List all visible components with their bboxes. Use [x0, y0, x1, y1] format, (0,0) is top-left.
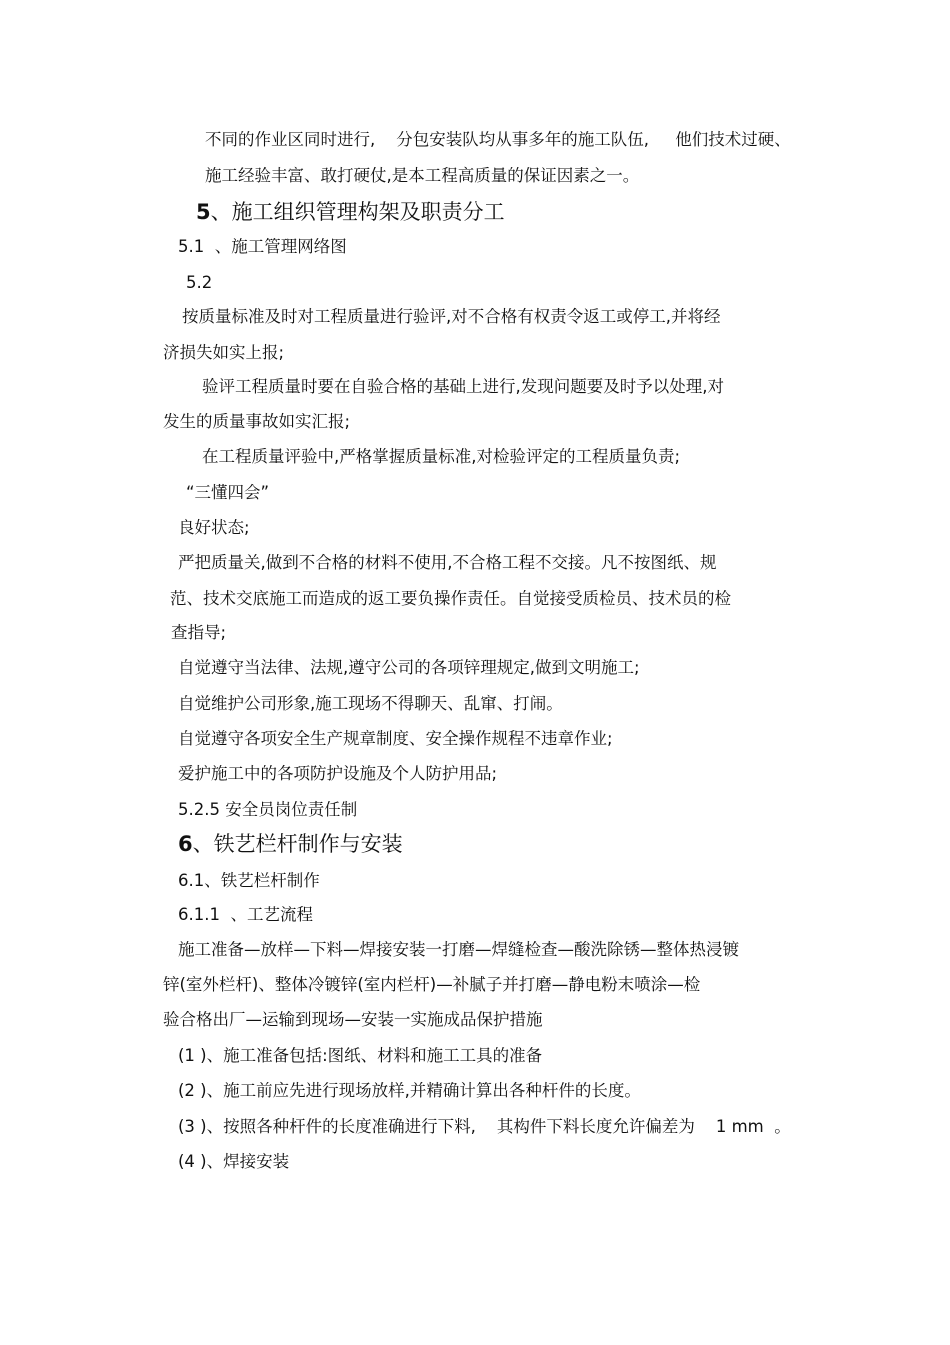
body-text-line: 范、技术交底施工而造成的返工要负操作责任。自觉接受质检员、技术员的检: [170, 589, 731, 608]
body-text-line: 施工经验丰富、敢打硬仗,是本工程高质量的保证因素之一。: [205, 166, 640, 185]
section-title: 、施工组织管理构架及职责分工: [210, 200, 505, 224]
body-text-line: “三懂四会”: [186, 483, 270, 502]
body-text-line: 验合格出厂—运输到现场—安装一实施成品保护措施: [163, 1010, 543, 1029]
section-number: 5: [196, 200, 211, 224]
body-text-line: 查指导;: [171, 623, 227, 642]
body-text-line: 严把质量关,做到不合格的材料不使用,不合格工程不交接。凡不按图纸、规: [178, 553, 717, 572]
list-item: (2 )、施工前应先进行现场放样,并精确计算出各种杆件的长度。: [178, 1081, 641, 1100]
body-text-line: 自觉维护公司形象,施工现场不得聊天、乱窜、打闹。: [178, 694, 563, 713]
body-text-line: 锌(室外栏杆)、整体冷镀锌(室内栏杆)—补腻子并打磨—静电粉末喷涂—检: [163, 975, 701, 994]
body-text-line: 发生的质量事故如实汇报;: [163, 412, 351, 431]
section-title: 、铁艺栏杆制作与安装: [192, 832, 403, 856]
body-text-line: 不同的作业区同时进行, 分包安装队均从事多年的施工队伍, 他们技术过硬、: [205, 130, 791, 149]
body-text-line: 爱护施工中的各项防护设施及个人防护用品;: [178, 764, 498, 783]
section-number: 6: [178, 832, 193, 856]
body-text-line: 施工准备—放样—下料—焊接安装一打磨—焊缝检查—酸洗除锈—整体热浸镀: [178, 940, 739, 959]
body-text-line: 验评工程质量时要在自验合格的基础上进行,发现问题要及时予以处理,对: [202, 377, 724, 396]
section-heading-5: [196, 199, 505, 225]
body-text-line: 自觉遵守各项安全生产规章制度、安全操作规程不违章作业;: [178, 729, 613, 748]
list-item: (4 )、焊接安装: [178, 1152, 290, 1171]
list-item: (1 )、施工准备包括:图纸、材料和施工工具的准备: [178, 1046, 543, 1065]
body-text-line: 按质量标准及时对工程质量进行验评,对不合格有权责令返工或停工,并将经: [182, 307, 721, 326]
body-text-line: 济损失如实上报;: [163, 343, 285, 362]
subsection-heading: 5.2.5 安全员岗位责任制: [178, 800, 358, 819]
body-text-line: 自觉遵守当法律、法规,遵守公司的各项锌理规定,做到文明施工;: [178, 658, 640, 677]
section-heading-6: [178, 831, 403, 857]
subsection-heading: 6.1.1 、工艺流程: [178, 905, 313, 924]
body-text-line: 良好状态;: [178, 518, 250, 537]
subsection-heading: 5.2: [186, 273, 213, 292]
body-text-line: 在工程质量评验中,严格掌握质量标准,对检验评定的工程质量负责;: [202, 447, 681, 466]
subsection-heading: 5.1 、施工管理网络图: [178, 237, 347, 256]
subsection-heading: 6.1、铁艺栏杆制作: [178, 871, 320, 890]
list-item: (3 )、按照各种杆件的长度准确进行下料, 其构件下料长度允许偏差为 1 mm 。: [178, 1117, 791, 1136]
